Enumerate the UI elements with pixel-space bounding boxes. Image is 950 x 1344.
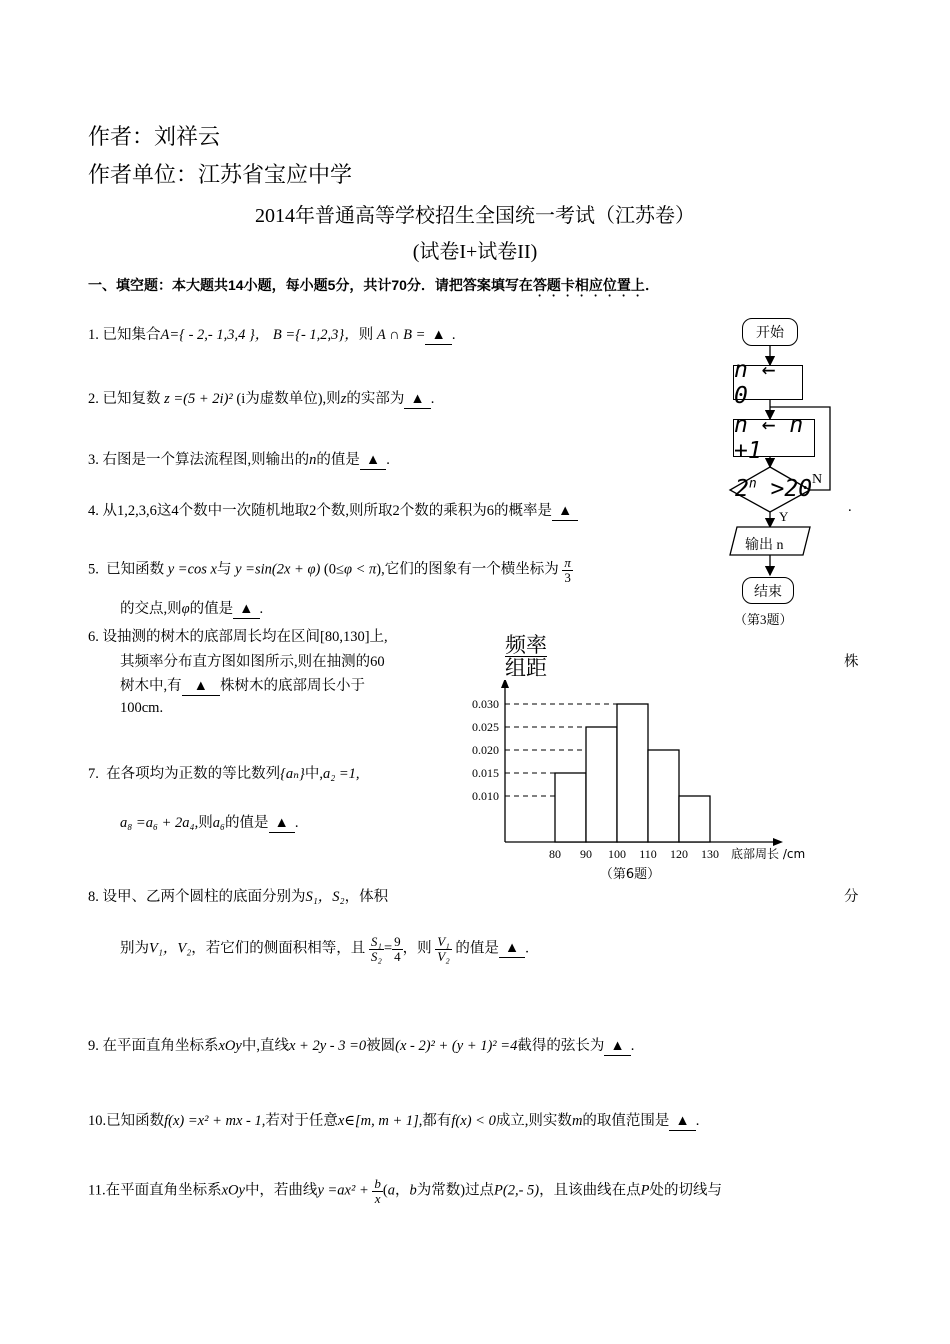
fraction-numerator: S₁ (370, 934, 382, 949)
question-text: 的值是 (225, 815, 269, 831)
question-text: 中,直线 (241, 1038, 289, 1054)
fraction-v1-over-v2 (435, 935, 451, 963)
question-5 (88, 556, 573, 584)
math-expr: B ={- 1,2,3}， (272, 327, 359, 343)
question-6-line3 (120, 674, 365, 696)
question-number: 4. (88, 503, 99, 519)
x-tick-label: 120 (670, 847, 688, 861)
flow-condition (735, 476, 812, 502)
flow-init-box: n ← 0 (733, 365, 803, 400)
math-expr: A={ - 2,- 1,3,4 }， (160, 327, 270, 343)
math-expr: S₁，S₂ (305, 889, 345, 905)
question-text: 的交点,则 (120, 601, 182, 617)
fraction-numerator: 9 (394, 934, 401, 949)
fraction-denominator: S₂ (370, 948, 382, 964)
question-text: 中, (304, 766, 323, 782)
section-heading (88, 275, 659, 300)
question-text: 已知复数 (102, 391, 161, 407)
question-number: 3. (88, 452, 99, 468)
question-9 (88, 1034, 634, 1056)
question-text: ,则 (194, 815, 213, 831)
math-expr: f(x) < 0 (451, 1113, 496, 1129)
y-axis-arrow (501, 680, 509, 688)
math-expr: a (387, 1182, 395, 1199)
question-text: 设抽测的树木的底部周长均在区间[80,130]上, (102, 629, 388, 645)
y-tick-label: 0.015 (472, 766, 499, 780)
section-heading-suffix: ． (644, 277, 659, 293)
question-number: 1. (88, 327, 99, 343)
fraction-numerator: π (564, 555, 571, 570)
math-expr: z =(5 + 2i)² (164, 391, 233, 407)
question-number: 11. (88, 1182, 106, 1199)
question-text: (0≤ (323, 561, 344, 578)
math-expr: P(2,- 5) (494, 1182, 540, 1199)
math-expr: y =sin(2x + φ) (235, 561, 321, 578)
math-expr: x∈[m, m + 1] (337, 1113, 419, 1129)
math-expr: b (409, 1182, 417, 1199)
histogram-bar-100-110 (617, 704, 648, 842)
histogram-y-label (505, 634, 547, 679)
y-tick-label: 0.010 (472, 789, 499, 803)
question-number: 6. (88, 629, 99, 645)
fraction-denominator: x (374, 1190, 381, 1206)
answer-blank: ▲ (269, 816, 295, 833)
question-number: 2. (88, 391, 99, 407)
question-number: 7. (88, 766, 99, 782)
question-text: 的取值范围是 (582, 1113, 670, 1129)
author-unit-line: 作者单位：江苏省宝应中学 (88, 162, 353, 187)
question-text: 在各项均为正数的等比数列 (106, 766, 281, 782)
question-text: 株树木的底部周长小于 (219, 678, 365, 694)
answer-blank: ▲ (669, 1114, 695, 1131)
math-expr: f(x) =x² + mx - 1, (164, 1113, 266, 1129)
question-text: 的值是 (189, 601, 234, 617)
exam-subtitle: (试卷I+试卷II) (412, 241, 538, 263)
question-6-line2: 其频率分布直方图如图所示,则在抽测的60 (120, 654, 385, 670)
question-6-line4: 100cm. (120, 700, 164, 716)
math-expr: a₂ =1, (322, 766, 360, 782)
answer-blank: ▲ (360, 453, 386, 470)
question-text: 为常数)过点 (416, 1182, 495, 1199)
question-text: ，则 (402, 940, 432, 957)
section-heading-dotted: 答题卡相应位置上 (532, 277, 645, 293)
question-text: ,都有 (418, 1113, 452, 1129)
question-number: 5. (88, 561, 99, 578)
x-tick-label: 90 (580, 847, 592, 861)
question-text: . (525, 940, 529, 957)
y-tick-label: 0.025 (472, 720, 499, 734)
x-tick-label: 100 (608, 847, 626, 861)
math-expr: V₁，V₂ (149, 940, 192, 957)
math-expr: y =ax² + (317, 1182, 369, 1199)
histogram-chart (455, 680, 825, 885)
question-text: 被圆 (366, 1038, 396, 1054)
question-text: 中，若曲线 (244, 1182, 318, 1199)
question-8 (88, 885, 388, 906)
author-line: 作者：刘祥云 (88, 124, 221, 149)
math-expr: a₆ (212, 815, 225, 831)
fraction-numerator: b (374, 1176, 381, 1191)
question-text: 右图是一个算法流程图,则输出的 (102, 452, 310, 468)
y-label-denominator: 组距 (505, 656, 547, 681)
math-expr: m (571, 1113, 583, 1129)
question-text: ，体积 (344, 889, 389, 905)
histogram-caption: （第6题） (599, 867, 661, 882)
answer-blank: ▲ (182, 679, 220, 696)
question-6-right-fragment: 株 (844, 654, 859, 670)
question-text: 已知集合 (102, 327, 161, 343)
fraction-9-over-4 (392, 935, 403, 963)
question-text: 成立,则实数 (495, 1113, 572, 1129)
section-heading-prefix: 一、填空题：本大题共14小题，每小题5分，共计70分．请把答案填写在 (88, 277, 533, 293)
answer-blank: ▲ (499, 941, 525, 958)
flow-yes-label: Y (779, 509, 789, 524)
math-expr: z (340, 391, 347, 407)
fraction-s1-over-s2 (369, 935, 384, 963)
answer-blank: ▲ (604, 1039, 630, 1056)
flowchart-caption: （第3题） (734, 612, 793, 627)
question-3 (88, 448, 390, 470)
question-text: ，且该曲线在点 (539, 1182, 641, 1199)
histogram-bar-120-130 (679, 796, 710, 842)
question-text: 在平面直角坐标系 (102, 1038, 219, 1054)
flow-end: 结束 (742, 577, 794, 604)
question-number: 8. (88, 889, 99, 905)
question-text: 的值是 (316, 452, 360, 468)
fraction-denominator: 3 (564, 569, 571, 585)
question-6 (88, 625, 388, 646)
question-1 (88, 323, 455, 345)
answer-blank: ▲ (552, 504, 578, 521)
x-tick-label: 110 (639, 847, 657, 861)
question-text: . (451, 327, 456, 343)
fraction-denominator: 4 (394, 948, 401, 964)
question-text: 处的切线与 (649, 1182, 722, 1199)
question-5-line2 (120, 597, 263, 619)
question-8-line2 (120, 935, 529, 963)
fraction-denominator: V₂ (437, 948, 450, 964)
question-text: 已知函数 (106, 1113, 165, 1129)
question-text: 已知函数 (106, 561, 165, 578)
math-expr: φ < π (343, 561, 377, 578)
question-text: 的值是 (455, 940, 499, 957)
x-tick-label: 80 (549, 847, 561, 861)
histogram-bar-90-100 (586, 727, 617, 842)
question-text: 若对于任意 (265, 1113, 338, 1129)
y-label-numerator: 频率 (505, 633, 547, 657)
histogram-bar-110-120 (648, 750, 679, 842)
question-8-right-fragment: 分 (844, 889, 859, 905)
question-text: 设甲、乙两个圆柱的底面分别为 (102, 889, 306, 905)
math-expr: φ (181, 601, 190, 617)
flow-no-label: N (812, 472, 823, 487)
math-expr: = (383, 940, 393, 957)
question-7-line2 (120, 811, 298, 833)
question-text: . (695, 1113, 700, 1129)
question-text: . (630, 1038, 635, 1054)
flow-start: 开始 (742, 318, 798, 346)
flow-step-box: n ← n +1 (733, 419, 815, 457)
question-number: 9. (88, 1038, 99, 1054)
fraction-numerator: V₁ (437, 934, 450, 949)
question-text: . (294, 815, 299, 831)
fraction-pi-over-3 (562, 556, 573, 584)
math-expr: n (309, 452, 317, 468)
question-text: . (430, 391, 435, 407)
answer-blank: ▲ (233, 602, 259, 619)
question-text: 与 (217, 561, 232, 578)
fraction-b-over-x (372, 1177, 383, 1205)
question-4 (88, 499, 578, 521)
y-tick-label: 0.020 (472, 743, 499, 757)
math-expr: P (640, 1182, 650, 1199)
question-text: 的实部为 (346, 391, 405, 407)
math-expr: {aₙ} (280, 766, 305, 782)
question-10 (88, 1109, 699, 1131)
question-text: ),它们的图象有一个横坐标为 (376, 561, 559, 578)
answer-blank: ▲ (404, 392, 430, 409)
math-expr: a₈ =a₆ + 2a₄ (120, 815, 195, 831)
question-text: ( (382, 1182, 388, 1199)
condition-rest: >20 (756, 476, 813, 502)
question-text: . (259, 601, 264, 617)
question-text: 从1,2,3,6这4个数中一次随机地取2个数,则所取2个数的乘积为6的概率是 (102, 503, 552, 519)
question-text: 则 (358, 327, 374, 343)
question-text: ，若它们的侧面积相等，且 (191, 940, 366, 957)
question-2 (88, 387, 434, 409)
question-11 (88, 1177, 722, 1205)
question-text: ， (394, 1182, 410, 1199)
y-tick-label: 0.030 (472, 697, 499, 711)
question-text: (i为虚数单位),则 (236, 391, 341, 407)
histogram-bar-80-90 (555, 773, 586, 842)
math-expr: y =cos x (167, 561, 217, 578)
question-7 (88, 762, 360, 783)
math-expr: (x - 2)² + (y + 1)² =4 (395, 1038, 518, 1054)
math-expr: x + 2y - 3 =0 (288, 1038, 367, 1054)
question-text: 别为 (120, 940, 149, 957)
question-text: 在平面直角坐标系 (105, 1182, 222, 1199)
math-expr: A ∩ B = (376, 327, 426, 343)
math-expr: xOy (221, 1182, 245, 1199)
x-axis-label: 底部周长 /cm (731, 847, 806, 861)
exam-title: 2014年普通高等学校招生全国统一考试（江苏卷） (255, 205, 695, 227)
x-tick-label: 130 (701, 847, 719, 861)
math-expr: xOy (218, 1038, 242, 1054)
condition-exponent: n (748, 476, 757, 492)
question-4-end: . (848, 499, 852, 515)
answer-blank: ▲ (425, 328, 451, 345)
flow-output: 输出 n (745, 538, 784, 553)
x-axis-arrow (773, 838, 783, 846)
question-text: 截得的弦长为 (517, 1038, 605, 1054)
condition-base: 2 (735, 476, 749, 502)
question-text: . (386, 452, 390, 468)
question-number: 10. (88, 1113, 107, 1129)
question-text: 树木中,有 (120, 678, 182, 694)
